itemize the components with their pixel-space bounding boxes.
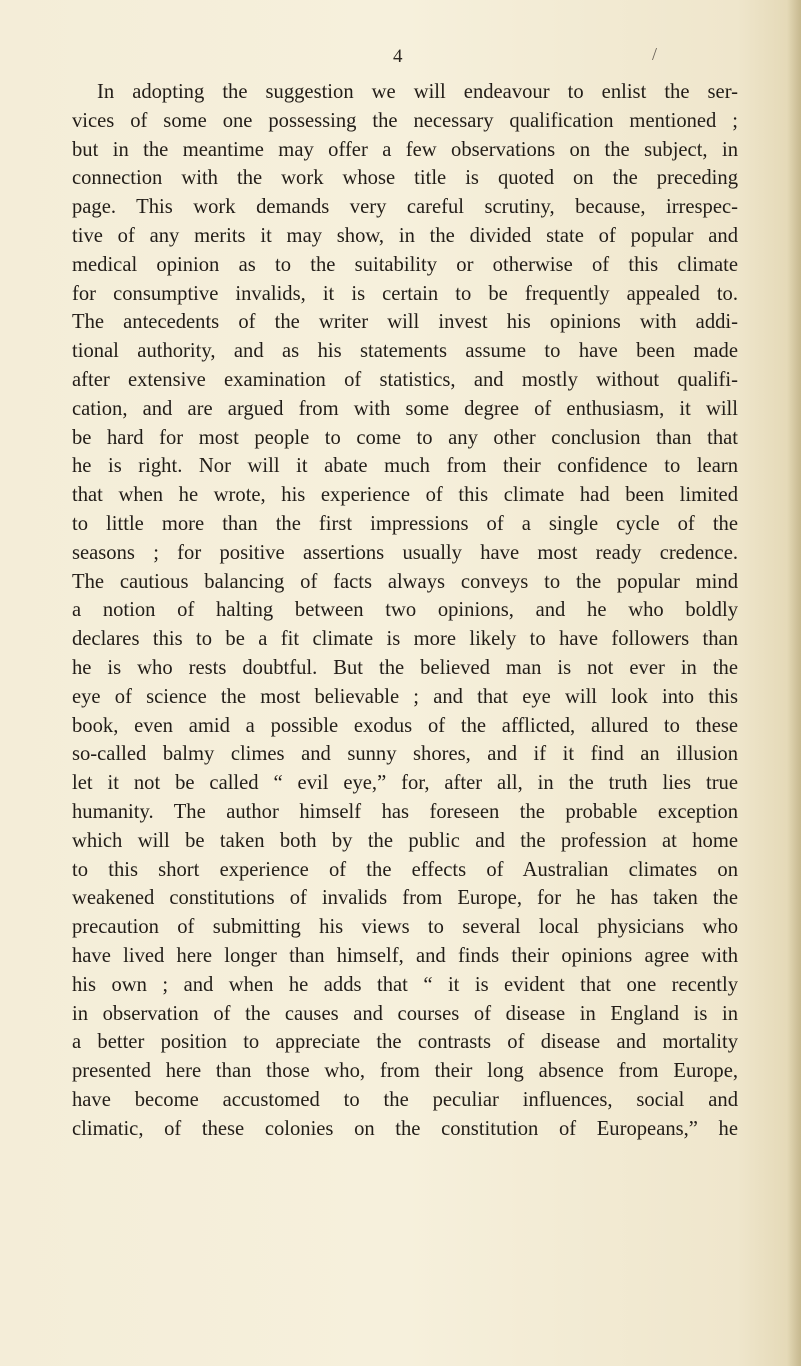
text-line: but in the meantime may offer a few observations on the subject, in <box>72 138 738 161</box>
text-line: he is right. Nor will it abate much from their confidence to learn <box>72 455 738 478</box>
page-number: 4 <box>393 46 403 67</box>
body-text <box>72 78 738 1143</box>
margin-mark: / <box>652 44 658 64</box>
text-line: precaution of submitting his views to several local physicians who <box>72 916 738 939</box>
text-line: seasons ; for positive assertions usually have most ready credence. <box>72 541 738 564</box>
text-line: for consumptive invalids, it is certain to be frequently appealed to. <box>72 282 738 305</box>
text-line: a notion of halting between two opinions, and he who boldly <box>72 599 738 622</box>
text-line: weakened constitutions of invalids from Europe, for he has taken the <box>72 887 738 910</box>
text-line: which will be taken both by the public and the profession at home <box>72 829 738 852</box>
text-line: climatic, of these colonies on the constitution of Europeans,” he <box>72 1117 738 1140</box>
text-line: let it not be called “ evil eye,” for, after all, in the truth lies true <box>72 772 738 795</box>
page-edge-shadow <box>787 0 801 1366</box>
text-line: connection with the work whose title is quoted on the preceding <box>72 167 738 190</box>
text-line: vices of some one possessing the necessary qualification mentioned ; <box>72 109 738 132</box>
text-line: book, even amid a possible exodus of the afflicted, allured to these <box>72 714 738 737</box>
text-line: in observation of the causes and courses of disease in England is in <box>72 1002 738 1025</box>
text-line: declares this to be a fit climate is more likely to have followers than <box>72 628 738 651</box>
text-line: his own ; and when he adds that “ it is evident that one recently <box>72 973 738 996</box>
text-line: page. This work demands very careful scrutiny, because, irrespec- <box>72 196 738 219</box>
text-line: to little more than the first impressions of a single cycle of the <box>72 512 738 535</box>
text-line: after extensive examination of statistics, and mostly without qualifi- <box>72 368 738 391</box>
text-line: have become accustomed to the peculiar influences, social and <box>72 1088 738 1111</box>
text-line: that when he wrote, his experience of this climate had been limited <box>72 484 738 507</box>
text-line: The cautious balancing of facts always conveys to the popular mind <box>72 570 738 593</box>
text-line: eye of science the most believable ; and that eye will look into this <box>72 685 738 708</box>
text-line: humanity. The author himself has foreseen the probable exception <box>72 800 738 823</box>
text-line: tive of any merits it may show, in the divided state of popular and <box>72 224 738 247</box>
text-line: so-called balmy climes and sunny shores, and if it find an illusion <box>72 743 738 766</box>
text-line: The antecedents of the writer will invest his opinions with addi- <box>72 311 738 334</box>
text-line: presented here than those who, from their long absence from Europe, <box>72 1060 738 1083</box>
text-line: have lived here longer than himself, and finds their opinions agree with <box>72 944 738 967</box>
text-line: medical opinion as to the suitability or otherwise of this climate <box>72 253 738 276</box>
text-line: In adopting the suggestion we will endeavour to enlist the ser- <box>97 81 738 103</box>
text-line: a better position to appreciate the contrasts of disease and mortality <box>72 1031 738 1054</box>
text-line: tional authority, and as his statements assume to have been made <box>72 340 738 363</box>
text-line: cation, and are argued from with some degree of enthusiasm, it will <box>72 397 738 420</box>
text-line: he is who rests doubtful. But the believed man is not ever in the <box>72 656 738 679</box>
text-line: to this short experience of the effects of Australian climates on <box>72 858 738 881</box>
text-line: be hard for most people to come to any other conclusion than that <box>72 426 738 449</box>
